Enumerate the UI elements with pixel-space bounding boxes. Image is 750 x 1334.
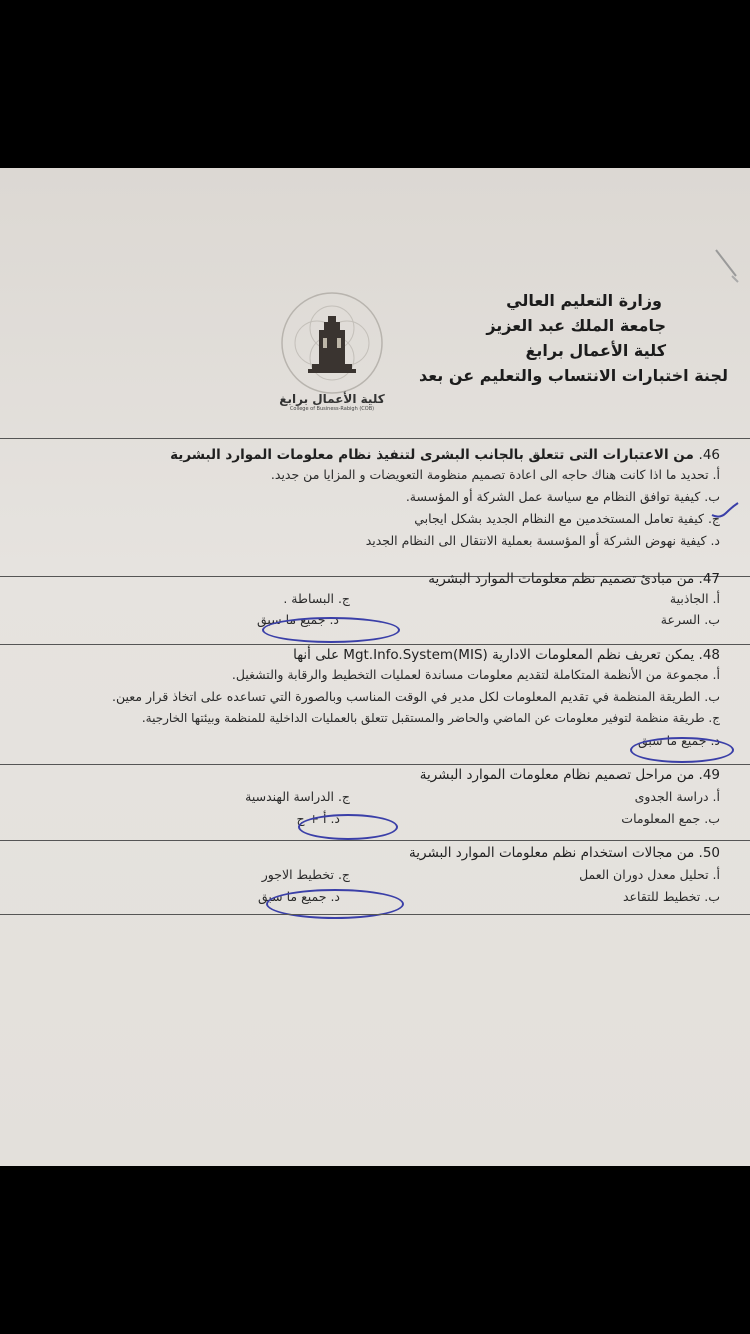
committee-name: لجنة اختبارات الانتساب والتعليم عن بعد bbox=[418, 366, 728, 385]
option-d: د. جميع ما سبق bbox=[637, 733, 720, 748]
option-d: د. جميع ما سبق bbox=[256, 612, 339, 627]
option-c: ج. طريقة منظمة لتوفير معلومات عن الماضي والحاضر والمستقبل تتعلق بالعمليات الداخلية للمنظمة وبيئتها الخارجية. bbox=[141, 711, 720, 725]
university-name: جامعة الملك عبد العزيز bbox=[486, 316, 666, 335]
divider bbox=[0, 644, 750, 645]
question-46 bbox=[0, 446, 720, 550]
question-50 bbox=[0, 844, 720, 906]
option-b: ب. الطريقة المنظمة في تقديم المعلومات لكل مدير في الوقت المناسب وبالصورة التي تساعده على اتخاذ قرار معين. bbox=[112, 689, 720, 704]
option-b: ب. تخطيط للتقاعد bbox=[623, 889, 720, 904]
pencil-mark bbox=[712, 246, 742, 286]
option-b: ب. جمع المعلومات bbox=[621, 811, 720, 826]
college-seal-icon bbox=[277, 288, 387, 398]
divider bbox=[0, 764, 750, 765]
question-48 bbox=[0, 646, 720, 750]
pen-tick-mark bbox=[710, 501, 740, 521]
question-49 bbox=[0, 766, 720, 828]
logo-arabic-text: كلية الأعمال برابغ bbox=[279, 392, 385, 406]
option-c: ج. البساطة . bbox=[283, 591, 350, 606]
option-b: ب. السرعة bbox=[660, 612, 720, 627]
college-logo bbox=[272, 288, 392, 428]
divider bbox=[0, 914, 750, 915]
question-stem: 47. من مبادئ تصميم نظم معلومات الموارد البشريه bbox=[428, 571, 720, 587]
option-a: أ. تحليل معدل دوران العمل bbox=[579, 867, 720, 882]
option-a: أ. دراسة الجدوى bbox=[634, 789, 720, 804]
option-d: د. أ + ج bbox=[296, 811, 340, 826]
question-stem: 46. من الاعتبارات التى تتعلق بالجانب البشرى لتنفيذ نظام معلومات الموارد البشرية bbox=[170, 447, 720, 463]
question-47 bbox=[0, 570, 720, 629]
exam-paper bbox=[0, 168, 750, 1166]
option-b: ب. كيفية توافق النظام مع سياسة عمل الشركة أو المؤسسة. bbox=[405, 489, 720, 504]
question-stem: 48. يمكن تعريف نظم المعلومات الادارية Mgt.Info.System(MIS) على أنها bbox=[293, 647, 720, 663]
option-c: ج. تخطيط الاجور bbox=[261, 867, 350, 882]
option-a: أ. تحديد ما اذا كانت هناك حاجه الى اعادة تصميم منظومة التعويضات و المزايا من جديد. bbox=[270, 467, 720, 482]
option-c: ج. الدراسة الهندسية bbox=[245, 789, 350, 804]
header-divider bbox=[0, 438, 750, 439]
question-stem: 49. من مراحل تصميم نظام معلومات الموارد البشرية bbox=[419, 767, 720, 783]
option-a: أ. الجاذبية bbox=[669, 591, 720, 606]
divider bbox=[0, 840, 750, 841]
option-d: د. كيفية نهوض الشركة أو المؤسسة بعملية الانتقال الى النظام الجديد bbox=[365, 533, 720, 548]
college-name: كلية الأعمال برابغ bbox=[525, 341, 666, 360]
institution-header bbox=[398, 288, 728, 388]
question-stem: 50. من مجالات استخدام نظم معلومات الموارد البشرية bbox=[409, 845, 720, 861]
option-c: ج. كيفية تعامل المستخدمين مع النظام الجديد بشكل ايجابي bbox=[414, 511, 720, 526]
logo-english-text: College of Business-Rabigh (COB) bbox=[289, 406, 375, 412]
ministry-name: وزارة التعليم العالي bbox=[506, 291, 662, 310]
option-a: أ. مجموعة من الأنظمة المتكاملة لتقديم معلومات مساندة لعمليات التخطيط والرقابة والتشغيل. bbox=[231, 667, 720, 682]
option-d: د. جميع ما سبق bbox=[257, 889, 340, 904]
